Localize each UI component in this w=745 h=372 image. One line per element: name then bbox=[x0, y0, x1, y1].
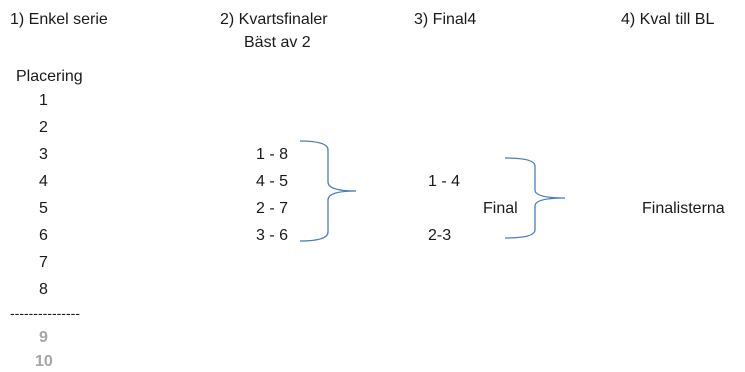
rank-3: 3 bbox=[39, 146, 48, 163]
rank-1: 1 bbox=[39, 92, 48, 109]
rank-2: 2 bbox=[39, 119, 48, 136]
quarterfinal-pair-3: 2 - 7 bbox=[256, 200, 289, 217]
rank-7: 7 bbox=[39, 254, 48, 271]
rank-4: 4 bbox=[39, 173, 48, 190]
quarterfinal-pair-1: 1 - 8 bbox=[256, 146, 289, 163]
quarterfinal-brace bbox=[300, 141, 356, 241]
final4-pair-1: 1 - 4 bbox=[428, 173, 461, 190]
rank-9: 9 bbox=[39, 329, 48, 346]
finalists-label: Finalisterna bbox=[642, 200, 725, 217]
placering-label: Placering bbox=[16, 68, 83, 85]
header-final4: 3) Final4 bbox=[414, 11, 477, 28]
rank-6: 6 bbox=[39, 227, 48, 244]
final4-brace bbox=[505, 158, 565, 238]
final-label: Final bbox=[483, 200, 518, 217]
final4-pair-2: 2-3 bbox=[428, 227, 452, 244]
quarterfinal-pair-4: 3 - 6 bbox=[256, 227, 289, 244]
rank-8: 8 bbox=[39, 281, 48, 298]
separator-line: --------------- bbox=[10, 305, 80, 321]
rank-5: 5 bbox=[39, 200, 48, 217]
header-kvartsfinaler: 2) Kvartsfinaler bbox=[220, 11, 328, 28]
rank-10: 10 bbox=[35, 353, 53, 370]
header-kval-till-bl: 4) Kval till BL bbox=[621, 11, 715, 28]
quarterfinal-pair-2: 4 - 5 bbox=[256, 173, 289, 190]
header-enkel-serie: 1) Enkel serie bbox=[10, 11, 108, 28]
header-kvartsfinaler-sub: Bäst av 2 bbox=[244, 34, 311, 51]
